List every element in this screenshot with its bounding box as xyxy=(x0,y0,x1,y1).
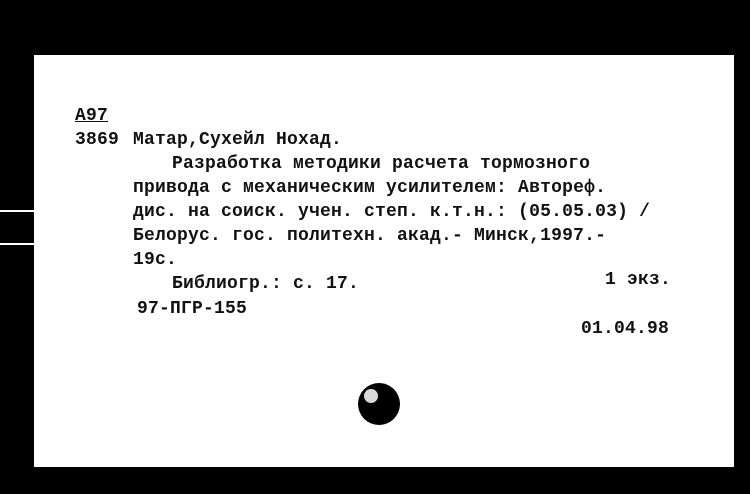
copies-count: 1 экз. xyxy=(605,270,672,290)
title-line: 19с. xyxy=(133,250,178,270)
author-name: Матар,Сухейл Нохад. xyxy=(133,130,343,150)
handwritten-signature xyxy=(680,275,720,355)
bibliography-note: Библиогр.: с. 17. xyxy=(172,274,360,294)
title-line: Белорус. гос. политехн. акад.- Минск,1997.- xyxy=(133,226,607,246)
title-line: привода с механическим усилителем: Автореф. xyxy=(133,178,607,198)
punch-hole xyxy=(358,383,400,425)
registration-code: 97-ПГР-155 xyxy=(137,299,248,319)
title-line: дис. на соиск. учен. степ. к.т.н.: (05.05.03) / xyxy=(133,202,651,222)
left-edge-mark xyxy=(0,210,34,212)
left-edge-mark xyxy=(0,243,34,245)
author-number: 3869 xyxy=(75,130,120,150)
date-stamp: 01.04.98 xyxy=(581,319,670,339)
title-line: Разработка методики расчета тормозного xyxy=(172,154,591,174)
shelf-mark: А97 xyxy=(75,106,109,126)
